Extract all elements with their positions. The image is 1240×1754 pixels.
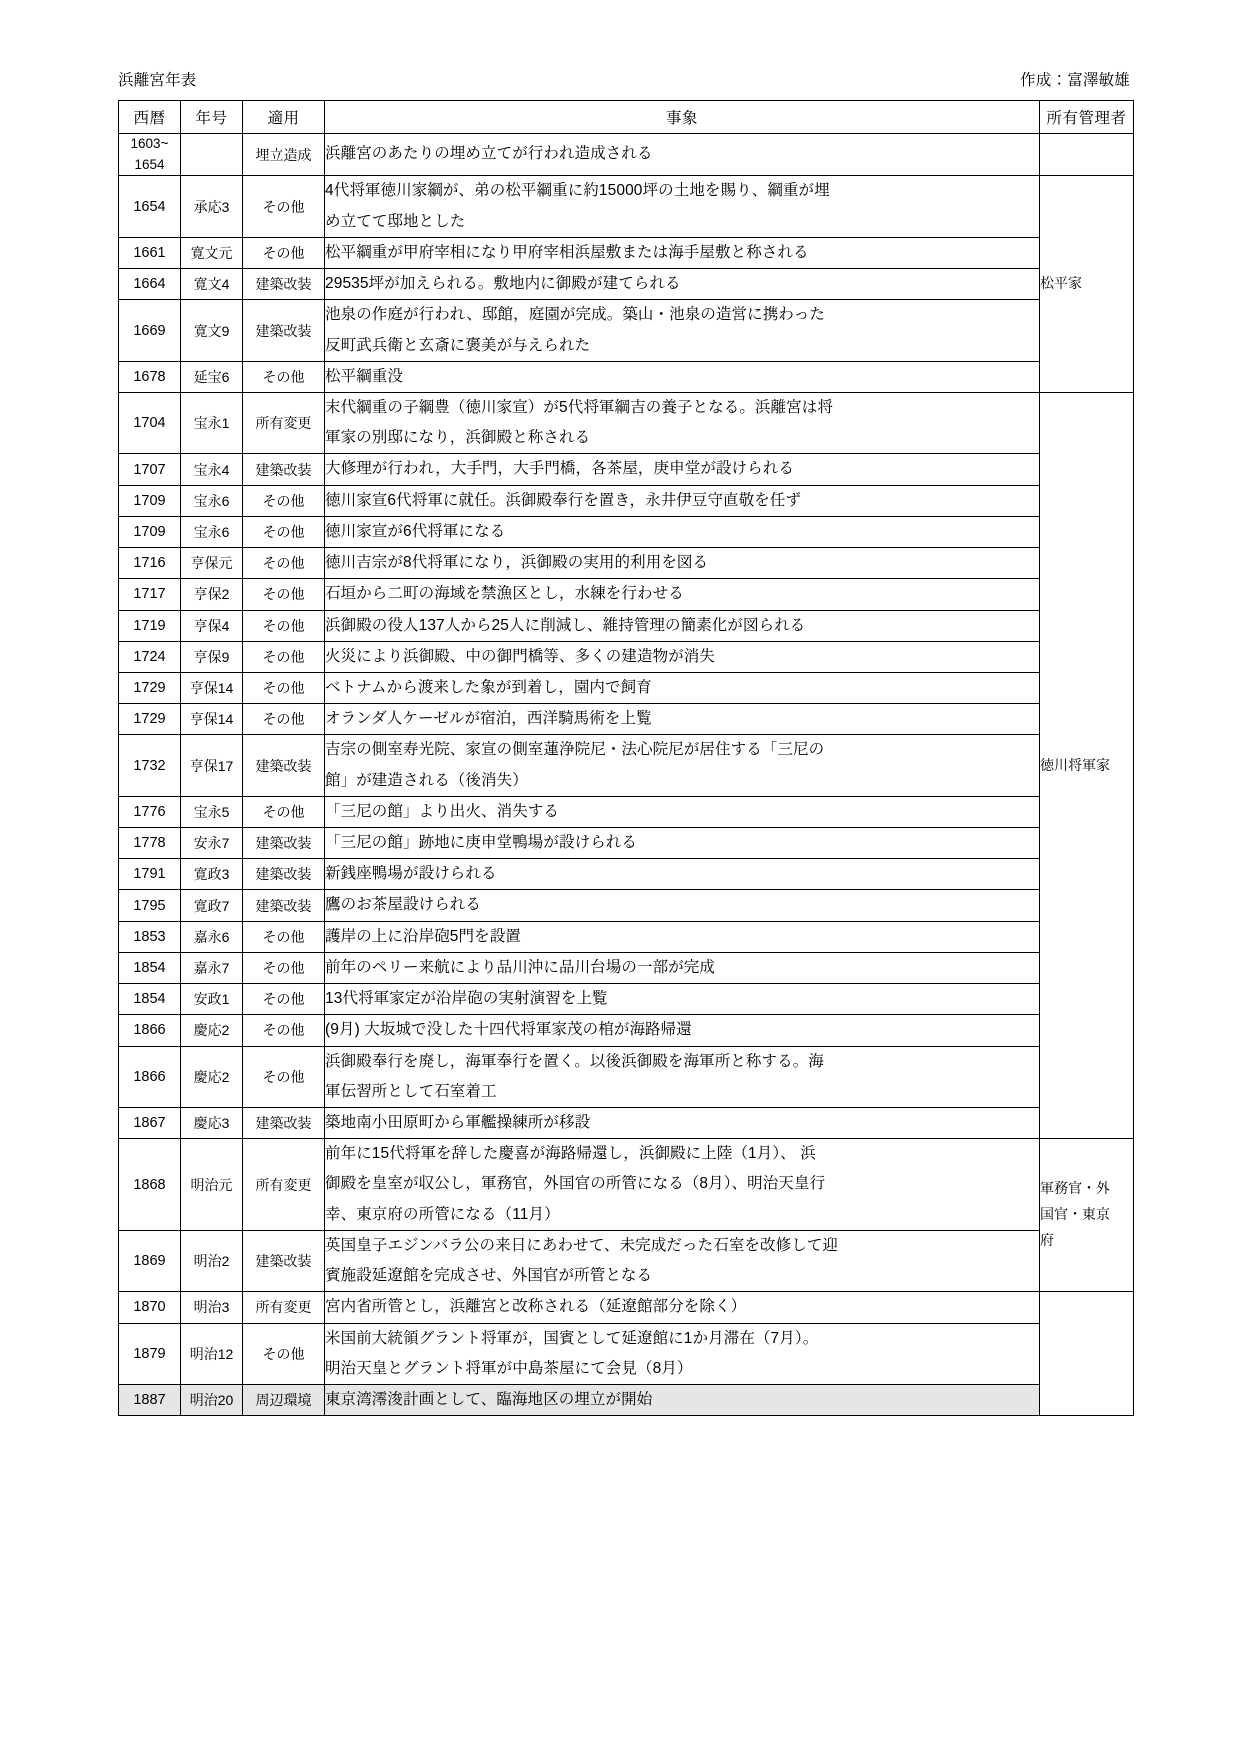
cell-event [325,610,1040,641]
cell-era: 亨保14 [181,704,243,735]
cell-year: 1669 [119,300,181,361]
event-line: 御殿を皇室が収公し，軍務官，外国官の所管になる（8月）、明治天皇行 [325,1175,826,1193]
table-row [119,984,1134,1015]
cell-category: 建築改装 [243,1230,325,1291]
table-row [119,1292,1134,1323]
cell-event [325,1015,1040,1046]
cell-year: 1709 [119,516,181,547]
cell-owner [1040,176,1134,393]
cell-owner [1040,1139,1134,1292]
event-line: 石垣から二町の海域を禁漁区とし，水練を行わせる [325,585,684,603]
cell-category: その他 [243,237,325,268]
cell-event [325,1139,1040,1231]
cell-category: その他 [243,361,325,392]
cell-era: 寛文9 [181,300,243,361]
table-row [119,1046,1134,1107]
table-row [119,176,1134,237]
event-line: 「三尼の館」より出火、消失する [325,802,560,820]
table-header-row [119,100,1134,133]
event-line: 反町武兵衛と玄斎に褒美が与えられた [325,336,591,354]
event-line: 前年に15代将軍を辞した慶喜が海路帰還し，浜御殿に上陸（1月）、 浜 [325,1145,816,1163]
cell-era: 宝永4 [181,454,243,485]
table-row [119,828,1134,859]
cell-category: 所有変更 [243,1292,325,1323]
table-row [119,1108,1134,1139]
event-line: 29535坪が加えられる。敷地内に御殿が建てられる [325,275,681,293]
cell-year: 1732 [119,735,181,796]
cell-year: 1879 [119,1323,181,1384]
cell-year: 1795 [119,890,181,921]
cell-category: 建築改装 [243,300,325,361]
event-line: 軍家の別邸になり，浜御殿と称される [325,429,591,447]
cell-category: その他 [243,921,325,952]
event-line: 浜御殿の役人137人から25人に削減し、維持管理の簡素化が図られる [325,616,806,634]
event-line: 明治天皇とグラント将軍が中島茶屋にて会見（8月） [325,1359,693,1377]
cell-category: 建築改装 [243,735,325,796]
cell-event [325,921,1040,952]
cell-event [325,1230,1040,1291]
owner-line: 府 [1040,1232,1054,1249]
event-line: 末代綱重の子綱豊（徳川家宣）が5代将軍綱吉の養子となる。浜離宮は将 [325,398,833,416]
event-line: 松平綱重没 [325,367,404,385]
cell-event [325,133,1040,176]
cell-event [325,735,1040,796]
cell-event [325,516,1040,547]
cell-event [325,579,1040,610]
cell-year: 1868 [119,1139,181,1231]
cell-owner [1040,133,1134,176]
event-line: 松平綱重が甲府宰相になり甲府宰相浜屋敷または海手屋敷と称される [325,243,809,261]
event-line: 浜御殿奉行を廃し，海軍奉行を置く。以後浜御殿を海軍所と称する。海 [325,1052,824,1070]
document-header [118,72,1132,91]
year-text: 1654 [134,156,165,172]
table-row [119,516,1134,547]
table-row [119,485,1134,516]
cell-year: 1661 [119,237,181,268]
cell-event [325,176,1040,237]
cell-event [325,454,1040,485]
event-line: 護岸の上に沿岸砲5門を設置 [325,927,521,945]
cell-category: その他 [243,952,325,983]
event-line: 徳川家宣6代将軍に就任。浜御殿奉行を置き，永井伊豆守直敬を任ず [325,491,802,509]
cell-category: 建築改装 [243,454,325,485]
cell-year: 1867 [119,1108,181,1139]
cell-event [325,796,1040,827]
cell-category: 建築改装 [243,859,325,890]
table-row [119,133,1134,176]
table-row [119,579,1134,610]
table-row [119,610,1134,641]
event-line: 13代将軍家定が沿岸砲の実射演習を上覧 [325,990,608,1008]
table-row [119,548,1134,579]
cell-year: 1707 [119,454,181,485]
column-header-owner: 所有管理者 [1040,100,1134,133]
cell-era: 亨保14 [181,672,243,703]
cell-era: 承応3 [181,176,243,237]
cell-event [325,1108,1040,1139]
cell-year [119,133,181,176]
event-line: 大修理が行われ，大手門，大手門橋，各茶屋，庚申堂が設けられる [325,460,794,478]
event-line: 宮内省所管とし，浜離宮と改称される（延遼館部分を除く） [325,1298,747,1316]
cell-era: 嘉永6 [181,921,243,952]
event-line: 4代将軍徳川家綱が、弟の松平綱重に約15000坪の土地を賜り、綱重が埋 [325,182,830,200]
cell-category: その他 [243,176,325,237]
cell-event [325,890,1040,921]
table-row [119,361,1134,392]
event-line: 火災により浜御殿、中の御門橋等、多くの建造物が消失 [325,647,716,665]
table-row [119,1384,1134,1415]
cell-era: 慶応2 [181,1046,243,1107]
event-line: 徳川吉宗が8代将軍になり，浜御殿の実用的利用を図る [325,554,709,572]
cell-event [325,361,1040,392]
cell-event [325,1046,1040,1107]
cell-era: 明治12 [181,1323,243,1384]
column-header-event: 事象 [325,100,1040,133]
table-row [119,952,1134,983]
cell-era: 明治2 [181,1230,243,1291]
event-line: 英国皇子エジンバラ公の来日にあわせて、未完成だった石室を改修して迎 [325,1236,839,1254]
cell-category: 埋立造成 [243,133,325,176]
column-header-category: 適用 [243,100,325,133]
cell-category: その他 [243,485,325,516]
cell-year: 1853 [119,921,181,952]
cell-event [325,641,1040,672]
event-line: 新銭座鴨場が設けられる [325,865,497,883]
table-row [119,796,1134,827]
cell-category: その他 [243,704,325,735]
cell-event [325,704,1040,735]
cell-era: 寛政3 [181,859,243,890]
cell-event [325,237,1040,268]
cell-era: 寛文4 [181,269,243,300]
cell-event [325,952,1040,983]
cell-event [325,828,1040,859]
cell-era: 寛文元 [181,237,243,268]
cell-year: 1854 [119,984,181,1015]
cell-year: 1717 [119,579,181,610]
cell-category: その他 [243,672,325,703]
document-author: 作成：富澤敏雄 [1020,72,1130,89]
cell-era: 亨保元 [181,548,243,579]
cell-event [325,859,1040,890]
table-row [119,1230,1134,1291]
cell-event [325,1292,1040,1323]
event-line: 池泉の作庭が行われ、邸館，庭園が完成。築山・池泉の造営に携わった [325,306,825,324]
cell-year: 1709 [119,485,181,516]
cell-year: 1870 [119,1292,181,1323]
cell-year: 1776 [119,796,181,827]
cell-year: 1854 [119,952,181,983]
event-line: 軍伝習所として石室着工 [325,1082,497,1100]
cell-era: 明治20 [181,1384,243,1415]
cell-event [325,672,1040,703]
cell-category: その他 [243,548,325,579]
cell-year: 1664 [119,269,181,300]
cell-era: 寛政7 [181,890,243,921]
cell-year: 1678 [119,361,181,392]
table-row [119,1323,1134,1384]
owner-line: 松平家 [1040,275,1082,292]
cell-era: 亨保2 [181,579,243,610]
owner-line: 軍務官・外 [1040,1180,1110,1197]
cell-year: 1866 [119,1015,181,1046]
cell-category: 建築改装 [243,890,325,921]
cell-year: 1719 [119,610,181,641]
event-line: 東京湾澪浚計画として、臨海地区の埋立が開始 [325,1390,653,1408]
cell-year: 1869 [119,1230,181,1291]
event-line: 幸、東京府の所管になる（11月） [325,1205,560,1223]
cell-era: 明治3 [181,1292,243,1323]
cell-era: 安政1 [181,984,243,1015]
cell-era [181,133,243,176]
cell-year: 1724 [119,641,181,672]
cell-category: その他 [243,984,325,1015]
table-body [119,133,1134,1416]
page-title: 浜離宮年表 [118,72,197,89]
timeline-table [118,100,1134,1417]
column-header-year: 西暦 [119,100,181,133]
event-line: (9月) 大坂城で没した十四代将軍家茂の棺が海路帰還 [325,1021,692,1039]
table-row [119,269,1134,300]
table-row [119,859,1134,890]
cell-category: 周辺環境 [243,1384,325,1415]
table-row [119,237,1134,268]
table-row [119,735,1134,796]
cell-year: 1887 [119,1384,181,1415]
table-row [119,454,1134,485]
cell-year: 1866 [119,1046,181,1107]
cell-category: 建築改装 [243,828,325,859]
cell-owner [1040,1292,1134,1416]
cell-era: 延宝6 [181,361,243,392]
cell-era: 宝永6 [181,516,243,547]
event-line: ベトナムから渡来した象が到着し，園内で飼育 [325,678,652,696]
cell-event [325,548,1040,579]
cell-era: 慶応2 [181,1015,243,1046]
cell-category: 所有変更 [243,1139,325,1231]
event-line: オランダ人ケーゼルが宿泊，西洋騎馬術を上覧 [325,710,652,728]
table-row [119,704,1134,735]
cell-event [325,392,1040,453]
cell-year: 1704 [119,392,181,453]
event-line: 前年のペリー来航により品川沖に品川台場の一部が完成 [325,958,716,976]
table-row [119,921,1134,952]
cell-event [325,1323,1040,1384]
cell-era: 嘉永7 [181,952,243,983]
cell-category: 所有変更 [243,392,325,453]
table-row [119,300,1134,361]
cell-category: 建築改装 [243,269,325,300]
cell-era: 亨保9 [181,641,243,672]
cell-event [325,269,1040,300]
cell-year: 1654 [119,176,181,237]
table-row [119,890,1134,921]
table-row [119,641,1134,672]
cell-category: その他 [243,641,325,672]
cell-year: 1716 [119,548,181,579]
cell-era: 慶応3 [181,1108,243,1139]
table-row [119,672,1134,703]
cell-year: 1729 [119,704,181,735]
event-line: 徳川家宣が6代将軍になる [325,522,506,540]
table-row [119,392,1134,453]
cell-year: 1791 [119,859,181,890]
cell-event [325,300,1040,361]
cell-category: 建築改装 [243,1108,325,1139]
table-row [119,1015,1134,1046]
event-line: 米国前大統領グラント将軍が，国賓として延遼館に1か月滞在（7月）。 [325,1329,819,1347]
cell-category: その他 [243,610,325,641]
event-line: 賓施設延遼館を完成させ、外国官が所管となる [325,1267,653,1285]
event-line: め立てて邸地とした [325,212,466,230]
cell-year: 1729 [119,672,181,703]
cell-era: 亨保4 [181,610,243,641]
event-line: 築地南小田原町から軍艦操練所が移設 [325,1114,591,1131]
event-line: 館」が建造される（後消失） [325,771,528,789]
cell-owner [1040,392,1134,1138]
cell-event [325,485,1040,516]
cell-category: その他 [243,1046,325,1107]
cell-era: 宝永6 [181,485,243,516]
event-line: 鷹のお茶屋設けられる [325,896,482,914]
cell-era: 宝永5 [181,796,243,827]
cell-year: 1778 [119,828,181,859]
year-text: 1603~ [130,135,169,151]
cell-event [325,1384,1040,1415]
table-row [119,1139,1134,1231]
cell-category: その他 [243,579,325,610]
event-line: 吉宗の側室寿光院、家宣の側室蓮浄院尼・法心院尼が居住する「三尼の [325,741,825,759]
cell-category: その他 [243,796,325,827]
cell-category: その他 [243,1015,325,1046]
cell-event [325,984,1040,1015]
cell-era: 安永7 [181,828,243,859]
cell-category: その他 [243,1323,325,1384]
owner-line: 国官・東京 [1040,1206,1110,1223]
cell-category: その他 [243,516,325,547]
event-line: 「三尼の館」跡地に庚申堂鴨場が設けられる [325,834,638,852]
event-line: 浜離宮のあたりの埋め立てが行われ造成される [325,145,653,163]
owner-line: 徳川将軍家 [1040,756,1110,773]
cell-era: 明治元 [181,1139,243,1231]
cell-era: 亨保17 [181,735,243,796]
column-header-era: 年号 [181,100,243,133]
cell-era: 宝永1 [181,392,243,453]
